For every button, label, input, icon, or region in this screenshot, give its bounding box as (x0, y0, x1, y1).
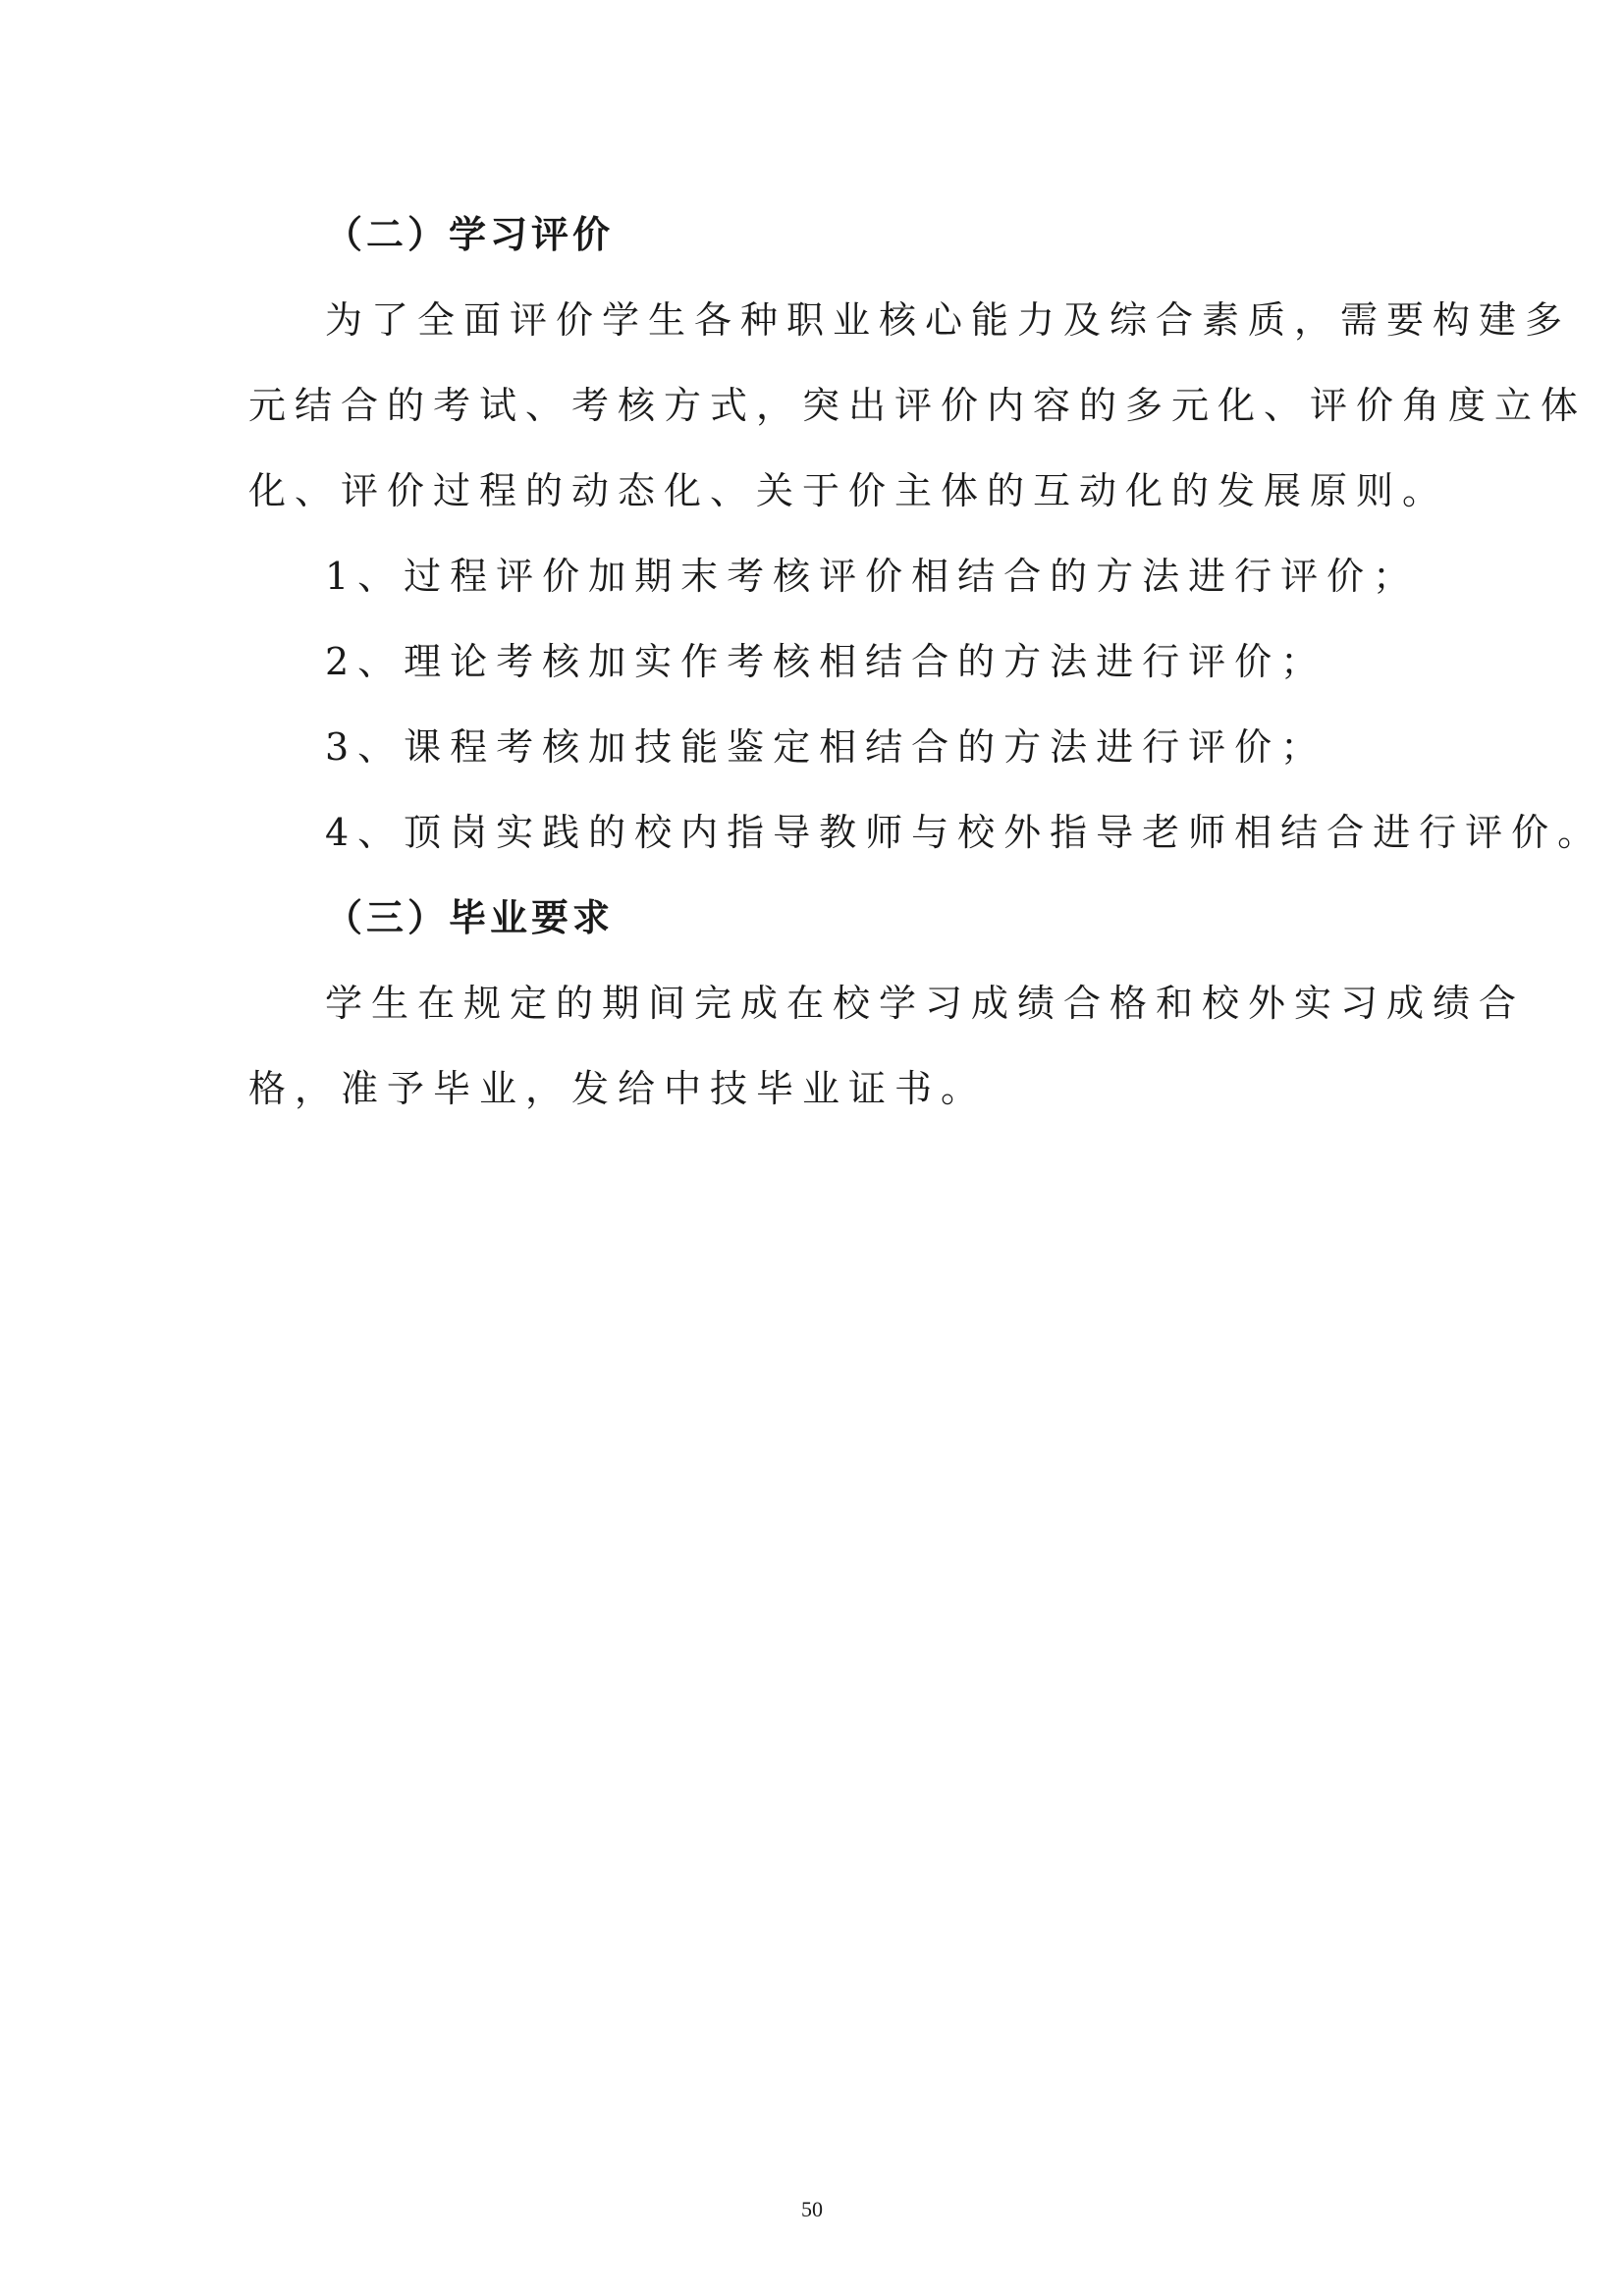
list-item: 3、课程考核加技能鉴定相结合的方法进行评价； (325, 725, 1327, 769)
section-heading-learning-evaluation: （二）学习评价 (325, 213, 615, 256)
paragraph-line: 化、评价过程的动态化、关于价主体的互动化的发展原则。 (248, 469, 1449, 512)
section-heading-graduation-requirements: （三）毕业要求 (325, 896, 615, 939)
paragraph-line: 为了全面评价学生各种职业核心能力及综合素质，需要构建多 (325, 298, 1572, 342)
paragraph-line: 格，准予毕业，发给中技毕业证书。 (248, 1067, 988, 1110)
paragraph-line: 元结合的考试、考核方式，突出评价内容的多元化、评价角度立体 (248, 384, 1588, 427)
list-item: 4、顶岗实践的校内指导教师与校外指导老师相结合进行评价。 (325, 811, 1604, 854)
paragraph-line: 学生在规定的期间完成在校学习成绩合格和校外实习成绩合 (325, 982, 1526, 1025)
list-item: 2、理论考核加实作考核相结合的方法进行评价； (325, 640, 1327, 683)
page-number: 50 (801, 2197, 823, 2221)
list-item: 1、过程评价加期末考核评价相结合的方法进行评价； (325, 555, 1420, 598)
